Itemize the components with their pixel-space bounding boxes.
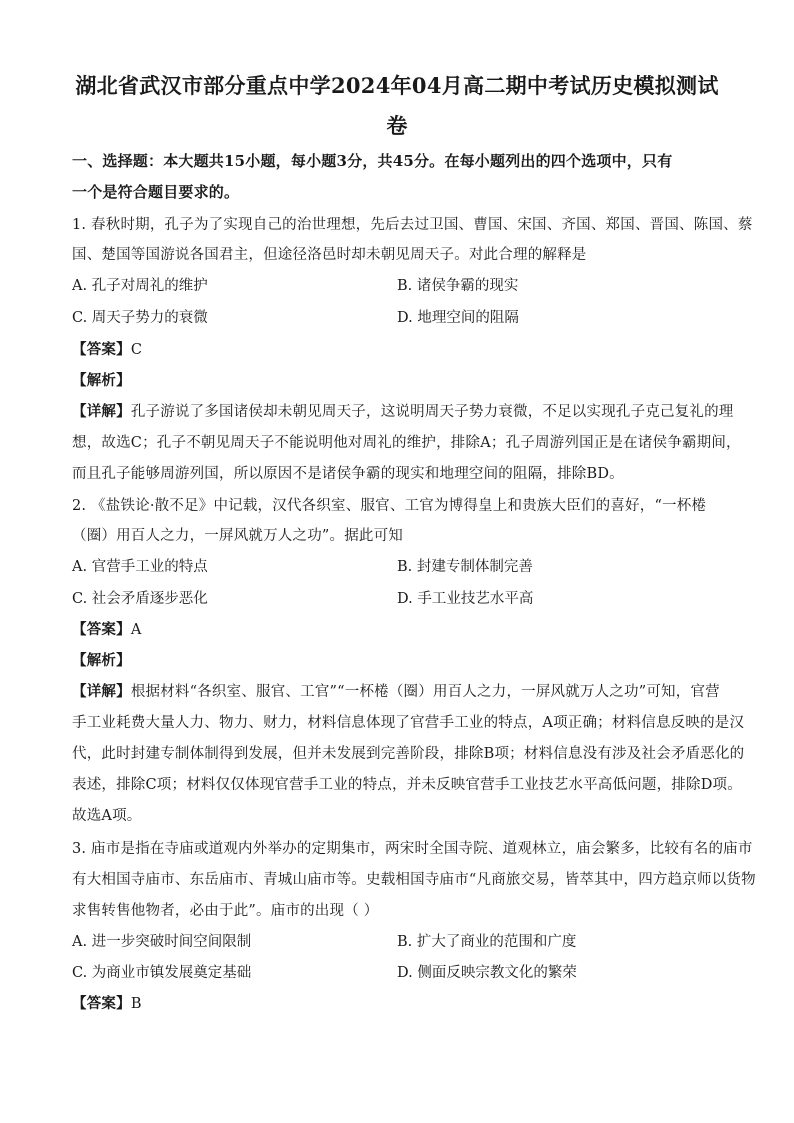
q1-detail-line3: 而且孔子能够周游列国，所以原因不是诸侯争霸的现实和地理空间的阻隔，排除BD。 [72,466,624,482]
q2-detail-line4: 表述，排除C项；材料仅仅体现官营手工业的特点，并未反映官营手工业技艺水平高低问题，排除D项。 [72,777,742,793]
q2-option-a: A. 官营手工业的特点 [72,559,208,575]
q1-answer [72,338,724,359]
q1-option-d: D. 地理空间的阻隔 [397,310,519,326]
q2-detail-line3: 代，此时封建专制体制得到发展，但并未发展到完善阶段，排除B项；材料信息没有涉及社会矛盾恶化的 [72,746,745,762]
analysis-label: 【解析】 [72,372,131,389]
exam-title-line2: 卷 [386,113,408,138]
q3-option-b: B. 扩大了商业的范围和广度 [397,934,577,950]
q2-detail-line5: 故选A项。 [72,808,142,824]
q2-detail-line1: 【详解】根据材料“各织室、服官、工官”“一杯棬（圈）用百人之力，一屏风就万人之功”可知，官营 [72,683,720,700]
q3-option-c: C. 为商业市镇发展奠定基础 [72,965,252,981]
section-instruction-line2: 一个是符合题目要求的。 [72,183,240,201]
q1-analysis [72,369,724,390]
q3-stem-line2: 有大相国寺庙市、东岳庙市、青城山庙市等。史载相国寺庙市“凡商旅交易，皆萃其中，四方趋京师以货物 [72,872,756,888]
q3-option-d: D. 侧面反映宗教文化的繁荣 [397,965,577,981]
q1-stem-line1: 1. 春秋时期，孔子为了实现自己的治世理想，先后去过卫国、曹国、宋国、齐国、郑国、晋国、陈国、蔡 [72,217,753,233]
answer-label: 【答案】 [72,995,131,1012]
q3-stem-line3: 求售转售他物者，必由于此”。庙市的出现（ ） [72,903,379,919]
q1-option-a: A. 孔子对周礼的维护 [72,278,208,294]
q2-option-c: C. 社会矛盾逐步恶化 [72,591,208,607]
analysis-label: 【解析】 [72,652,131,669]
q2-answer-value: A [130,622,142,638]
q2-answer [72,618,724,639]
q3-answer [72,992,724,1013]
q3-answer-value: B [130,996,142,1012]
q3-stem-line1: 3. 庙市是指在寺庙或道观内外举办的定期集市，两宋时全国寺院、道观林立，庙会繁多，比较有名的庙市 [72,841,753,857]
q2-analysis [72,649,724,670]
answer-label: 【答案】 [72,621,131,638]
q2-detail-line2: 手工业耗费大量人力、物力、财力，材料信息体现了官营手工业的特点，A项正确；材料信息反映的是汉 [72,715,745,731]
q2-option-d: D. 手工业技艺水平高 [397,591,534,607]
detail-label: 【详解】 [72,403,131,420]
q1-answer-value: C [130,342,143,358]
q1-option-c: C. 周天子势力的衰微 [72,310,208,326]
q2-option-b: B. 封建专制体制完善 [397,559,533,575]
q3-option-a: A. 进一步突破时间空间限制 [72,934,252,950]
answer-label: 【答案】 [72,341,131,358]
q1-stem-line2: 国、楚国等国游说各国君主，但途径洛邑时却未朝见周天子。对此合理的解释是 [72,247,587,263]
q1-detail-line1: 【详解】孔子游说了多国诸侯却未朝见周天子，这说明周天子势力衰微，不足以实现孔子克己复礼的理 [72,403,734,420]
detail-label: 【详解】 [72,683,131,700]
q2-stem-line1: 2. 《盐铁论·散不足》中记载，汉代各织室、服官、工官为博得皇上和贵族大臣们的喜好，“一杯棬 [72,498,707,514]
exam-title-line1: 湖北省武汉市部分重点中学2024年04月高二期中考试历史模拟测试 [75,73,719,98]
q1-option-b: B. 诸侯争霸的现实 [397,278,519,294]
q2-stem-line2: （圈）用百人之力，一屏风就万人之功”。据此可知 [72,528,404,544]
section-instruction-line1: 一、选择题：本大题共15小题，每小题3分，共45分。在每小题列出的四个选项中，只有 [72,152,673,170]
q1-detail-line2: 想，故选C；孔子不朝见周天子不能说明他对周礼的维护，排除A；孔子周游列国正是在诸侯争霸期间， [72,435,741,451]
